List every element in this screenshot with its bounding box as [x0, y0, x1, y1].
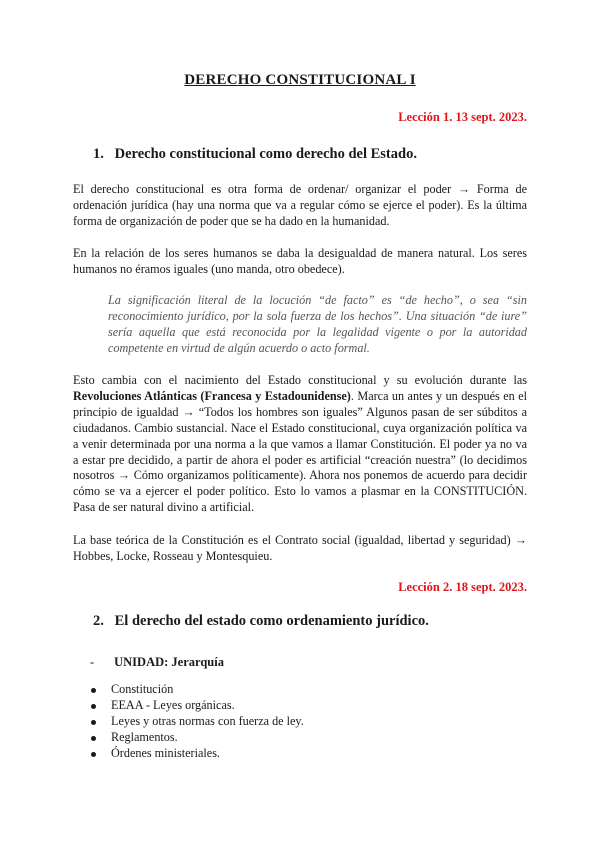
list-item-text: Reglamentos.	[111, 729, 178, 744]
section-2-heading	[93, 613, 429, 630]
bullet-icon	[91, 752, 96, 757]
list-item-text: Leyes y otras normas con fuerza de ley.	[111, 713, 304, 728]
paragraph-3-end: . Marca un antes y un después en el principio de igualdad → “Todos los hombres son iguales” Algunos pasan de ser súbditos a ciudadanos. Cambio sustancial. Nace el Estado constitucional, cuya organización política va a venir determinada por una norma a la que vamos a llamar Constitución. El poder ya no va a estar pre decidido, a partir de ahora el poder es artificial “creación nuestra” (lo decidimos nosotros → Cómo organizamos políticamente). Ahora nos ponemos de acuerdo para decidir cómo se va a ejercer el poder político. Esto lo vamos a plasmar en la CONSTITUCIÓN. Pasa de ser natural divino a artificial.	[73, 388, 527, 515]
bullet-icon	[91, 736, 96, 741]
list-item	[90, 698, 304, 714]
section-1-number: 1.	[93, 146, 104, 162]
list-item	[90, 746, 304, 762]
bullet-icon	[91, 688, 96, 693]
lesson-1-date: Lección 1. 13 sept. 2023.	[398, 110, 527, 124]
section-1-heading	[93, 146, 417, 163]
section-2-number: 2.	[93, 613, 104, 629]
lesson-2-date: Lección 2. 18 sept. 2023.	[398, 580, 527, 594]
paragraph-2: En la relación de los seres humanos se daba la desigualdad de manera natural. Los seres humanos no éramos iguales (uno manda, otro obedece).	[73, 246, 527, 276]
bullet-icon	[91, 704, 96, 709]
unidad-label: UNIDAD: Jerarquía	[114, 655, 224, 669]
list-item-text: EEAA - Leyes orgánicas.	[111, 697, 235, 712]
paragraph-4: La base teórica de la Constitución es el Contrato social (igualdad, libertad y seguridad) → Hobbes, Locke, Rosseau y Montesquieu.	[73, 533, 527, 563]
unidad-dash: -	[90, 655, 95, 669]
bullet-icon	[91, 720, 96, 725]
unidad-heading	[90, 655, 224, 670]
hierarchy-list	[90, 682, 304, 762]
paragraph-3-bold: Revoluciones Atlánticas (Francesa y Estadounidense)	[73, 388, 351, 403]
document-title: DERECHO CONSTITUCIONAL I	[184, 72, 416, 88]
paragraph-3-start: Esto cambia con el nacimiento del Estado constitucional y su evolución durante las	[73, 373, 527, 387]
section-1-title: Derecho constitucional como derecho del Estado.	[114, 146, 417, 162]
section-2-title: El derecho del estado como ordenamiento jurídico.	[114, 613, 429, 629]
list-item	[90, 682, 304, 698]
list-item-text: Órdenes ministeriales.	[111, 745, 220, 760]
list-item	[90, 730, 304, 746]
quote-block: La significación literal de la locución “de facto” es “de hecho”, o sea “sin reconocimiento jurídico, por la sola fuerza de los hechos”. Una situación “de iure” sería aquella que está reconocida por la legalidad vigente o por la autoridad competente en virtud de algún acuerdo o acto formal.	[108, 293, 527, 355]
list-item-text: Constitución	[111, 682, 174, 696]
list-item	[90, 714, 304, 730]
paragraph-1: El derecho constitucional es otra forma de ordenar/ organizar el poder → Forma de ordenación jurídica (hay una norma que va a regular cómo se ejerce el poder). Es la última forma de organización de poder que se ha dado en la humanidad.	[73, 182, 527, 228]
paragraph-3	[73, 373, 527, 516]
